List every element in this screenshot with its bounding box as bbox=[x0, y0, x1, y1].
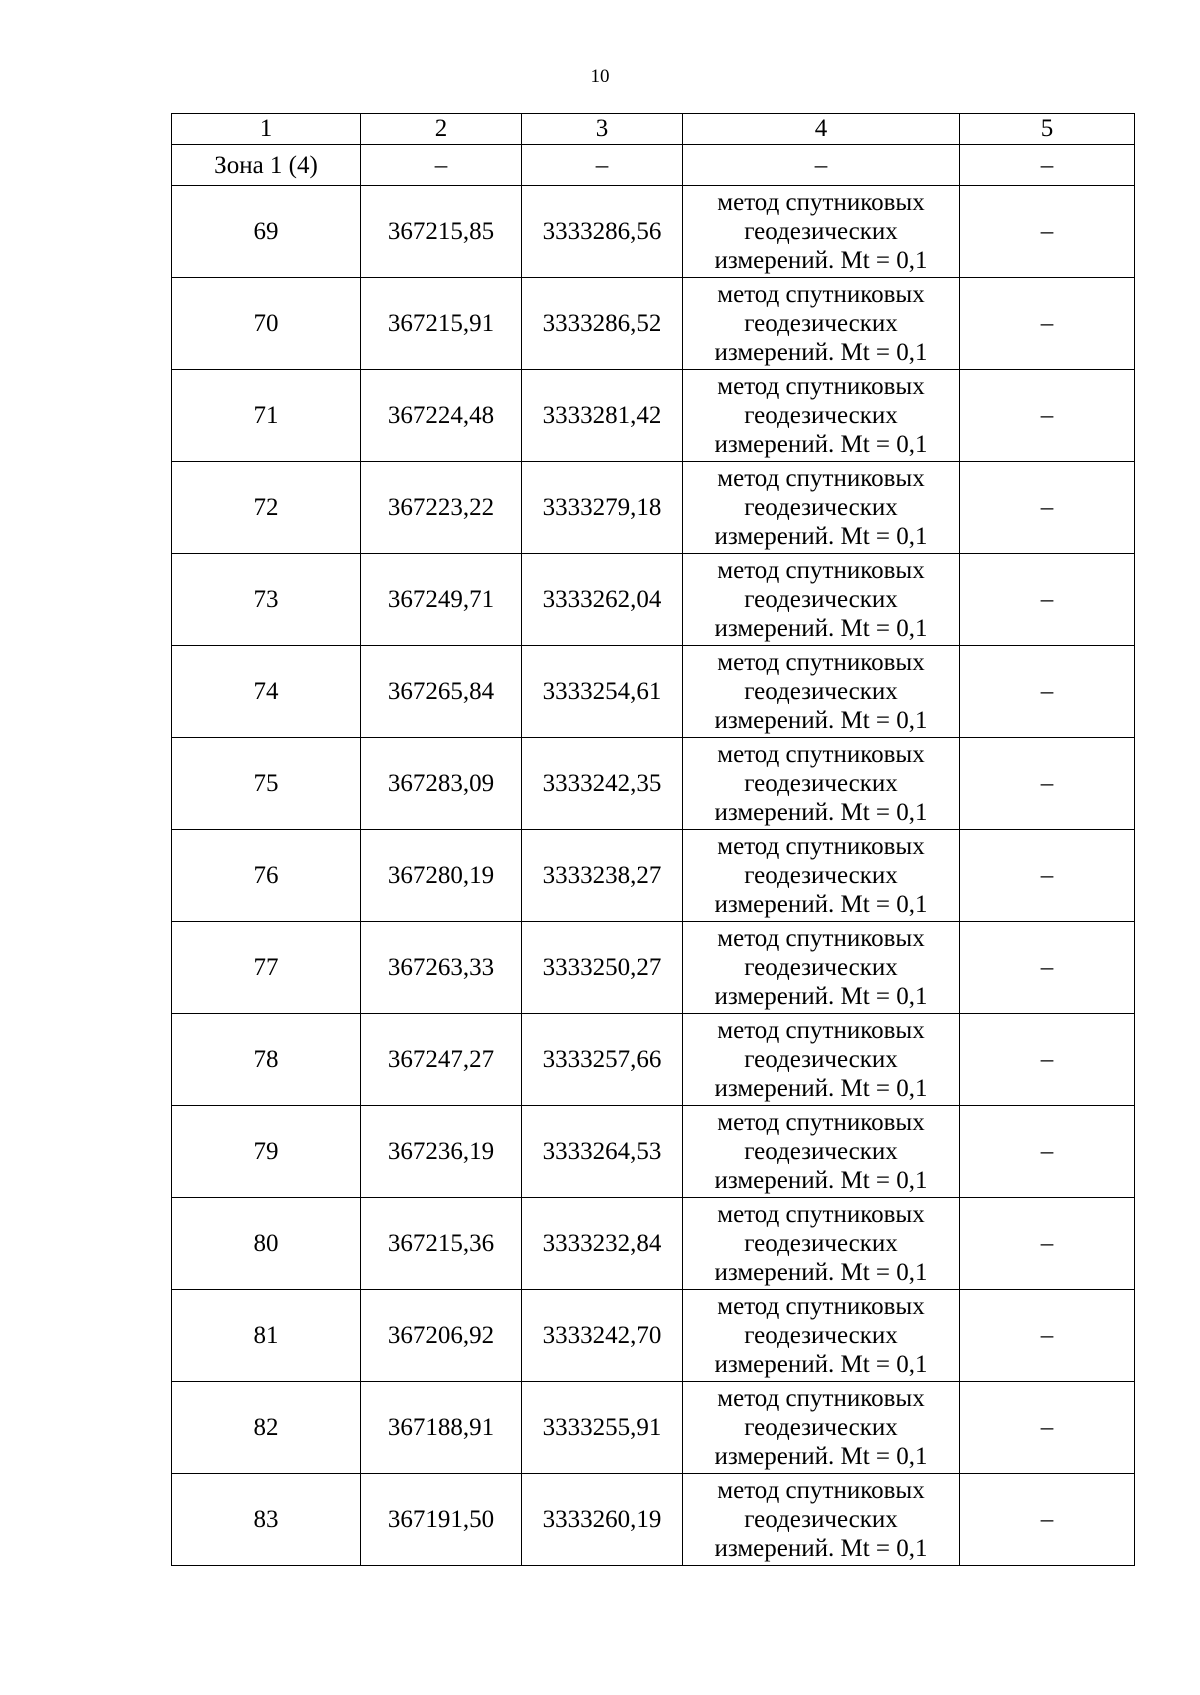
y-coordinate-cell: 3333264,53 bbox=[522, 1106, 683, 1198]
method-line: геодезических bbox=[744, 1322, 898, 1349]
method-line: измерений. Mt = 0,1 bbox=[714, 247, 928, 274]
method-line: метод спутниковых bbox=[717, 373, 925, 400]
x-coordinate-cell: 367215,36 bbox=[361, 1198, 522, 1290]
y-coordinate-cell: 3333257,66 bbox=[522, 1014, 683, 1106]
y-coordinate-cell: 3333255,91 bbox=[522, 1382, 683, 1474]
method-line: метод спутниковых bbox=[717, 465, 925, 492]
method-line: измерений. Mt = 0,1 bbox=[714, 1167, 928, 1194]
method-line: метод спутниковых bbox=[717, 925, 925, 952]
column-5-cell: – bbox=[960, 1382, 1135, 1474]
x-coordinate-cell: 367249,71 bbox=[361, 554, 522, 646]
coordinates-table bbox=[171, 113, 1135, 1566]
header-cell: 1 bbox=[172, 114, 361, 145]
method-line: метод спутниковых bbox=[717, 1109, 925, 1136]
method-line: геодезических bbox=[744, 1046, 898, 1073]
table-row bbox=[172, 738, 1135, 830]
method-line: геодезических bbox=[744, 1230, 898, 1257]
method-cell bbox=[683, 1014, 960, 1106]
column-5-cell: – bbox=[960, 1106, 1135, 1198]
y-coordinate-cell: 3333260,19 bbox=[522, 1474, 683, 1566]
method-line: измерений. Mt = 0,1 bbox=[714, 707, 928, 734]
table-row bbox=[172, 462, 1135, 554]
table-row bbox=[172, 186, 1135, 278]
column-5-cell: – bbox=[960, 370, 1135, 462]
table-row bbox=[172, 830, 1135, 922]
method-cell bbox=[683, 1382, 960, 1474]
table-row bbox=[172, 922, 1135, 1014]
y-coordinate-cell: 3333262,04 bbox=[522, 554, 683, 646]
x-coordinate-cell: 367247,27 bbox=[361, 1014, 522, 1106]
method-line: измерений. Mt = 0,1 bbox=[714, 339, 928, 366]
point-number-cell: 82 bbox=[172, 1382, 361, 1474]
y-coordinate-cell: 3333254,61 bbox=[522, 646, 683, 738]
column-5-cell: – bbox=[960, 278, 1135, 370]
zone-cell: – bbox=[522, 145, 683, 186]
method-line: измерений. Mt = 0,1 bbox=[714, 1075, 928, 1102]
point-number-cell: 72 bbox=[172, 462, 361, 554]
column-5-cell: – bbox=[960, 554, 1135, 646]
method-cell bbox=[683, 1290, 960, 1382]
zone-cell: – bbox=[683, 145, 960, 186]
method-line: измерений. Mt = 0,1 bbox=[714, 431, 928, 458]
table-row bbox=[172, 278, 1135, 370]
zone-label: Зона 1 (4) bbox=[172, 145, 361, 186]
header-cell: 5 bbox=[960, 114, 1135, 145]
x-coordinate-cell: 367236,19 bbox=[361, 1106, 522, 1198]
page-number: 10 bbox=[590, 66, 610, 87]
x-coordinate-cell: 367191,50 bbox=[361, 1474, 522, 1566]
column-5-cell: – bbox=[960, 1198, 1135, 1290]
y-coordinate-cell: 3333286,52 bbox=[522, 278, 683, 370]
method-line: измерений. Mt = 0,1 bbox=[714, 1351, 928, 1378]
method-line: метод спутниковых bbox=[717, 833, 925, 860]
table-row bbox=[172, 1198, 1135, 1290]
header-cell: 3 bbox=[522, 114, 683, 145]
y-coordinate-cell: 3333279,18 bbox=[522, 462, 683, 554]
zone-cell: – bbox=[960, 145, 1135, 186]
method-line: геодезических bbox=[744, 494, 898, 521]
zone-cell: – bbox=[361, 145, 522, 186]
method-line: геодезических bbox=[744, 402, 898, 429]
table-header-row bbox=[172, 114, 1135, 145]
point-number-cell: 83 bbox=[172, 1474, 361, 1566]
column-5-cell: – bbox=[960, 1474, 1135, 1566]
method-line: измерений. Mt = 0,1 bbox=[714, 1443, 928, 1470]
x-coordinate-cell: 367224,48 bbox=[361, 370, 522, 462]
x-coordinate-cell: 367265,84 bbox=[361, 646, 522, 738]
y-coordinate-cell: 3333250,27 bbox=[522, 922, 683, 1014]
table-row bbox=[172, 1382, 1135, 1474]
method-line: геодезических bbox=[744, 1138, 898, 1165]
y-coordinate-cell: 3333242,70 bbox=[522, 1290, 683, 1382]
point-number-cell: 74 bbox=[172, 646, 361, 738]
point-number-cell: 70 bbox=[172, 278, 361, 370]
x-coordinate-cell: 367206,92 bbox=[361, 1290, 522, 1382]
table-row bbox=[172, 370, 1135, 462]
method-line: измерений. Mt = 0,1 bbox=[714, 1259, 928, 1286]
method-line: измерений. Mt = 0,1 bbox=[714, 1535, 928, 1562]
method-line: метод спутниковых bbox=[717, 1017, 925, 1044]
point-number-cell: 73 bbox=[172, 554, 361, 646]
point-number-cell: 80 bbox=[172, 1198, 361, 1290]
method-cell bbox=[683, 186, 960, 278]
table-row bbox=[172, 1014, 1135, 1106]
y-coordinate-cell: 3333238,27 bbox=[522, 830, 683, 922]
point-number-cell: 79 bbox=[172, 1106, 361, 1198]
column-5-cell: – bbox=[960, 922, 1135, 1014]
column-5-cell: – bbox=[960, 830, 1135, 922]
y-coordinate-cell: 3333281,42 bbox=[522, 370, 683, 462]
method-cell bbox=[683, 646, 960, 738]
method-cell bbox=[683, 1106, 960, 1198]
y-coordinate-cell: 3333232,84 bbox=[522, 1198, 683, 1290]
method-cell bbox=[683, 554, 960, 646]
method-line: геодезических bbox=[744, 310, 898, 337]
table-row bbox=[172, 646, 1135, 738]
method-cell bbox=[683, 1474, 960, 1566]
method-cell bbox=[683, 922, 960, 1014]
x-coordinate-cell: 367263,33 bbox=[361, 922, 522, 1014]
table-row bbox=[172, 554, 1135, 646]
point-number-cell: 69 bbox=[172, 186, 361, 278]
point-number-cell: 75 bbox=[172, 738, 361, 830]
method-line: метод спутниковых bbox=[717, 189, 925, 216]
point-number-cell: 81 bbox=[172, 1290, 361, 1382]
method-line: метод спутниковых bbox=[717, 557, 925, 584]
method-line: метод спутниковых bbox=[717, 1201, 925, 1228]
method-cell bbox=[683, 1198, 960, 1290]
method-line: геодезических bbox=[744, 678, 898, 705]
method-line: метод спутниковых bbox=[717, 1293, 925, 1320]
point-number-cell: 76 bbox=[172, 830, 361, 922]
y-coordinate-cell: 3333242,35 bbox=[522, 738, 683, 830]
x-coordinate-cell: 367280,19 bbox=[361, 830, 522, 922]
header-cell: 2 bbox=[361, 114, 522, 145]
method-line: геодезических bbox=[744, 954, 898, 981]
method-line: измерений. Mt = 0,1 bbox=[714, 799, 928, 826]
table-row bbox=[172, 1290, 1135, 1382]
method-cell bbox=[683, 278, 960, 370]
method-line: метод спутниковых bbox=[717, 281, 925, 308]
x-coordinate-cell: 367215,85 bbox=[361, 186, 522, 278]
table-row bbox=[172, 1106, 1135, 1198]
x-coordinate-cell: 367188,91 bbox=[361, 1382, 522, 1474]
x-coordinate-cell: 367223,22 bbox=[361, 462, 522, 554]
method-cell bbox=[683, 738, 960, 830]
y-coordinate-cell: 3333286,56 bbox=[522, 186, 683, 278]
column-5-cell: – bbox=[960, 462, 1135, 554]
header-cell: 4 bbox=[683, 114, 960, 145]
point-number-cell: 78 bbox=[172, 1014, 361, 1106]
method-line: измерений. Mt = 0,1 bbox=[714, 523, 928, 550]
point-number-cell: 71 bbox=[172, 370, 361, 462]
method-line: метод спутниковых bbox=[717, 741, 925, 768]
method-line: геодезических bbox=[744, 1506, 898, 1533]
method-line: геодезических bbox=[744, 218, 898, 245]
method-line: метод спутниковых bbox=[717, 1477, 925, 1504]
point-number-cell: 77 bbox=[172, 922, 361, 1014]
method-line: геодезических bbox=[744, 862, 898, 889]
method-line: метод спутниковых bbox=[717, 649, 925, 676]
column-5-cell: – bbox=[960, 1290, 1135, 1382]
column-5-cell: – bbox=[960, 646, 1135, 738]
method-line: измерений. Mt = 0,1 bbox=[714, 983, 928, 1010]
method-line: геодезических bbox=[744, 586, 898, 613]
zone-row bbox=[172, 145, 1135, 186]
method-line: геодезических bbox=[744, 1414, 898, 1441]
method-line: геодезических bbox=[744, 770, 898, 797]
x-coordinate-cell: 367283,09 bbox=[361, 738, 522, 830]
method-line: измерений. Mt = 0,1 bbox=[714, 891, 928, 918]
column-5-cell: – bbox=[960, 1014, 1135, 1106]
column-5-cell: – bbox=[960, 738, 1135, 830]
method-cell bbox=[683, 462, 960, 554]
method-line: метод спутниковых bbox=[717, 1385, 925, 1412]
method-cell bbox=[683, 830, 960, 922]
x-coordinate-cell: 367215,91 bbox=[361, 278, 522, 370]
method-line: измерений. Mt = 0,1 bbox=[714, 615, 928, 642]
table-row bbox=[172, 1474, 1135, 1566]
column-5-cell: – bbox=[960, 186, 1135, 278]
method-cell bbox=[683, 370, 960, 462]
